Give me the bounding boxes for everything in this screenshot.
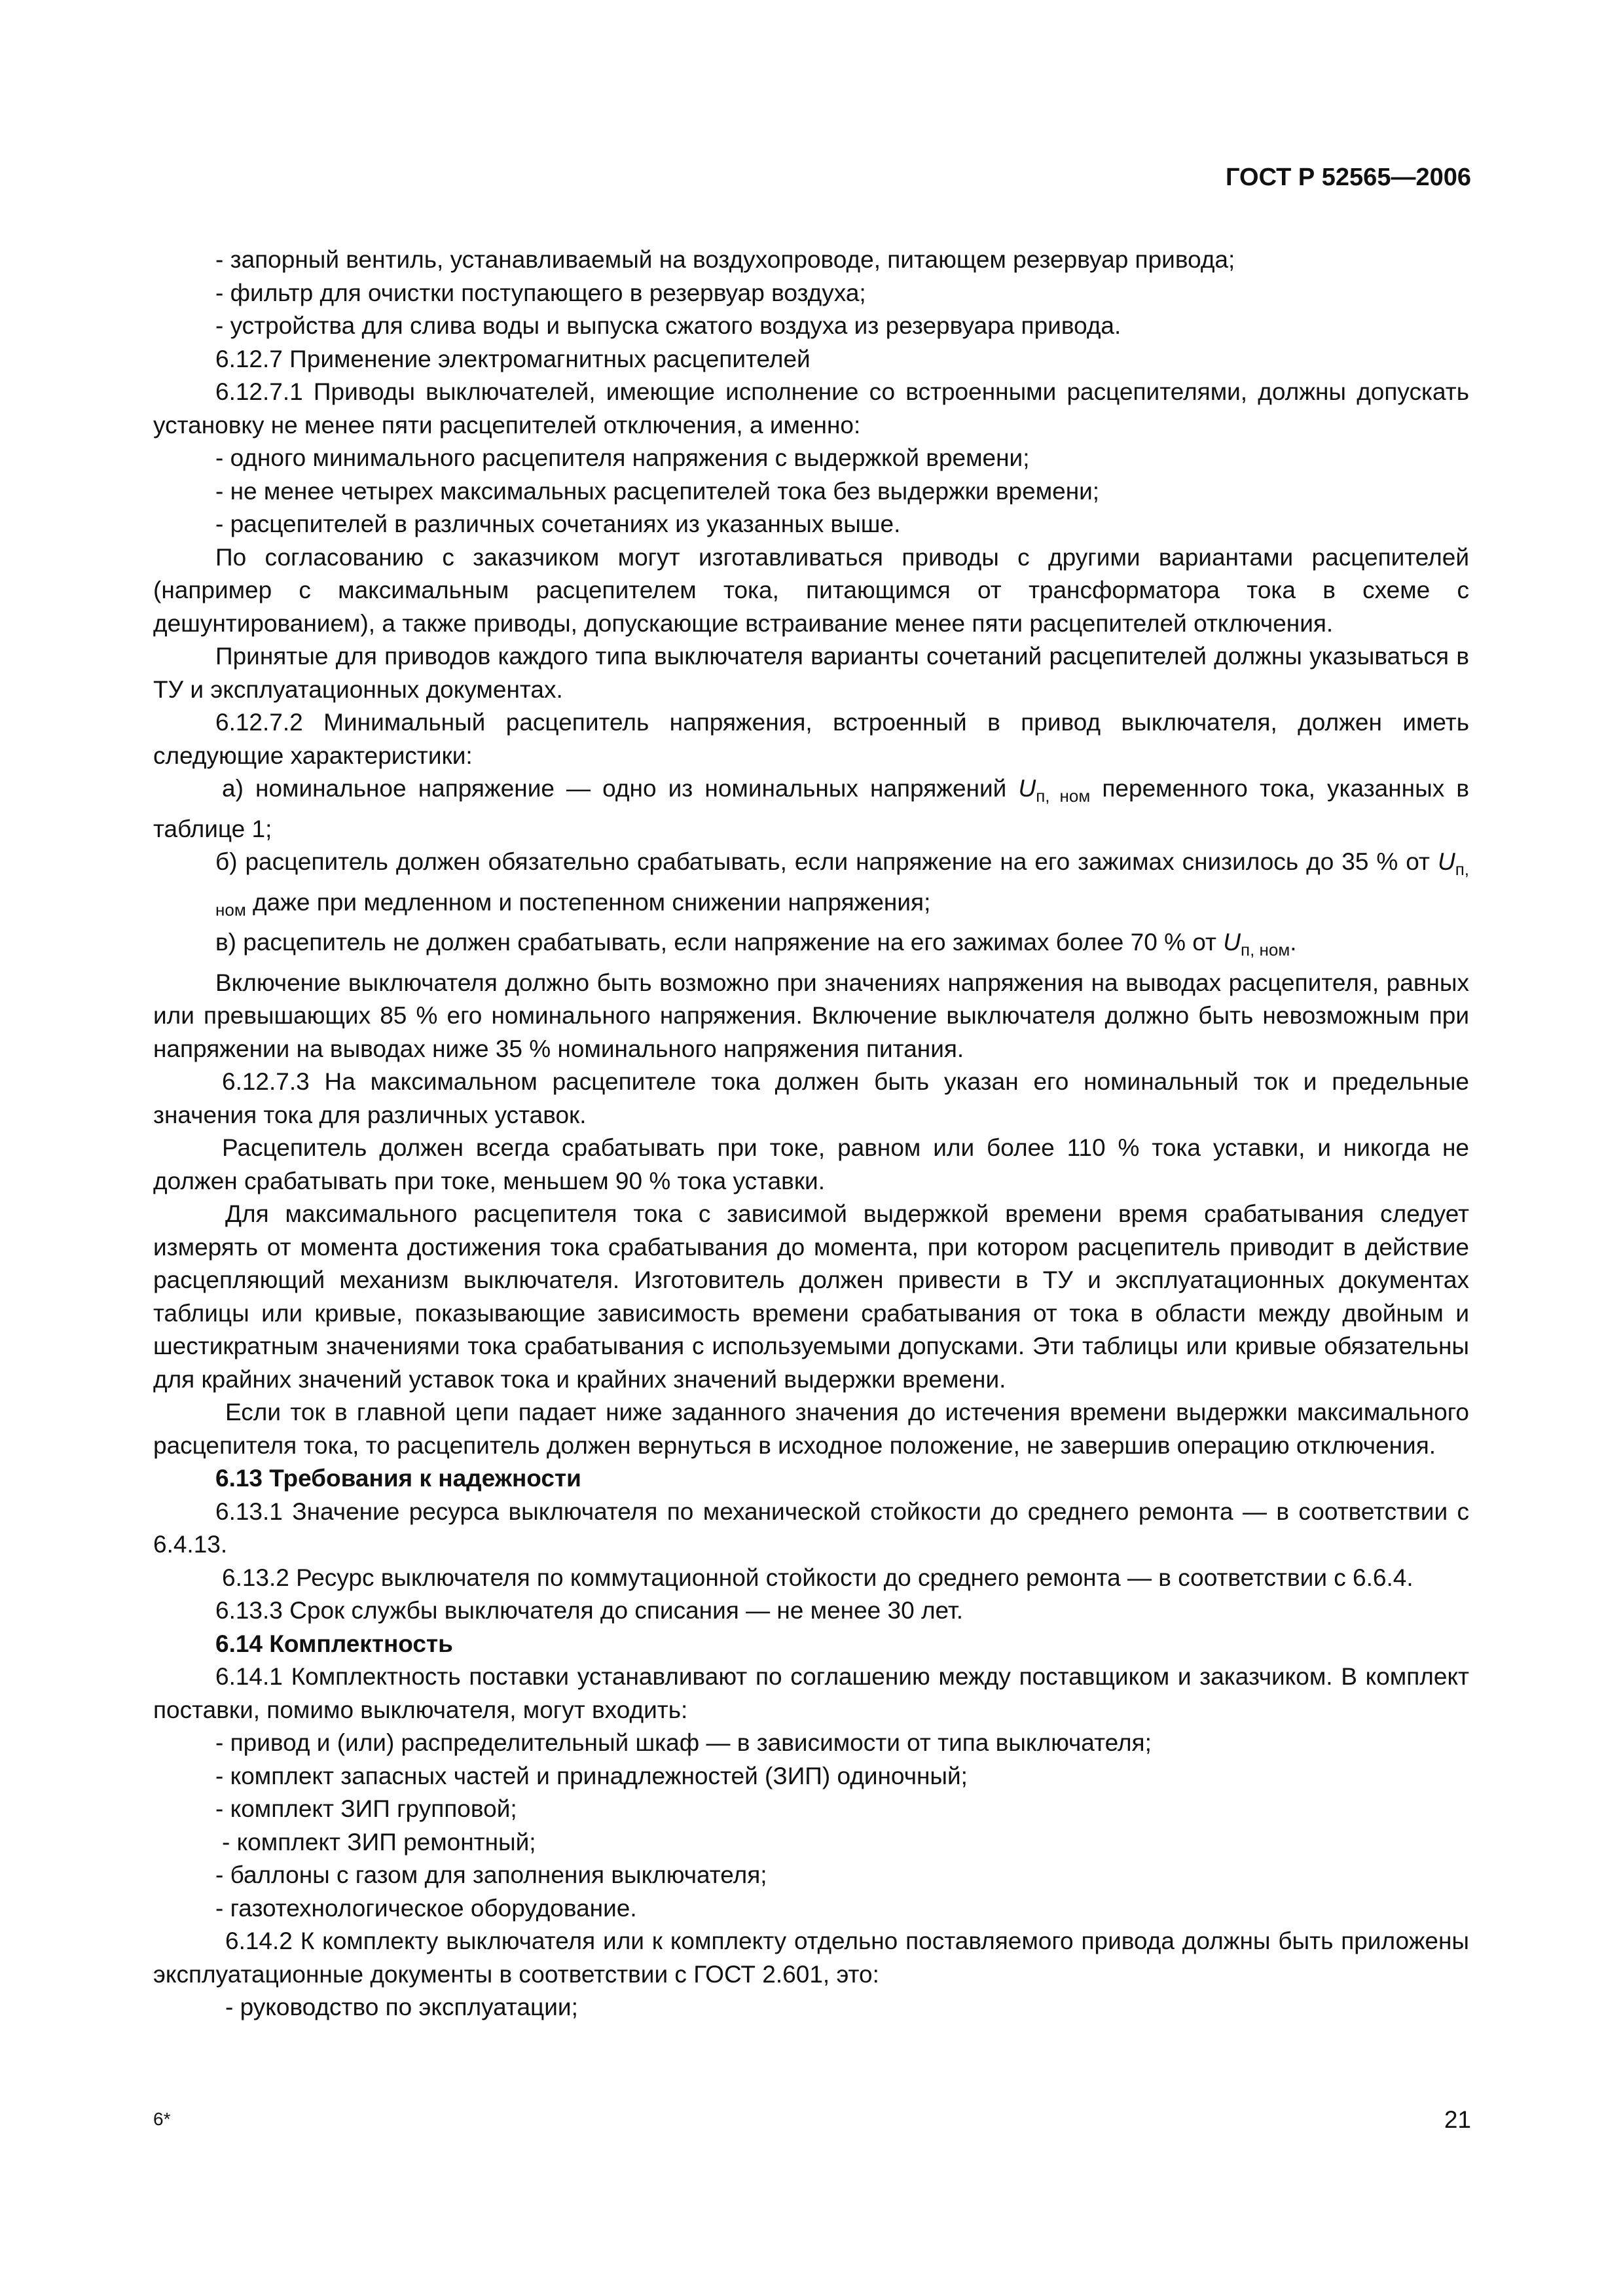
list-item: - не менее четырех максимальных расцепителей тока без выдержки времени; [215, 477, 1100, 505]
paragraph: 6.12.7.1 Приводы выключателей, имеющие исполнение со встроенными расцепителями, должны допускать установку не менее пяти расцепителей отключения, а именно: [153, 378, 1469, 439]
item-b-text: б) расцепитель должен обязательно срабатывать, если напряжение на его зажимах снизилось до 35 % от [215, 848, 1438, 875]
item-a-text: а) номинальное напряжение — одно из номинальных напряжений [222, 775, 1019, 802]
sheet-mark: 6* [153, 2109, 171, 2129]
paragraph: 6.14.1 Комплектность поставки устанавливают по соглашению между поставщиком и заказчиком. В комплект поставки, помимо выключателя, могут входить: [153, 1663, 1469, 1723]
variable-subscript: п, ном [1241, 940, 1290, 960]
list-item: - фильтр для очистки поступающего в резервуар воздуха; [215, 279, 866, 306]
list-item: - комплект ЗИП ремонтный; [222, 1828, 536, 1856]
paragraph: Для максимального расцепителя тока с зависимой выдержкой времени время срабатывания следует измерять от момента достижения тока срабатывания до момента, при котором расцепитель приводит в действие расцепляющий механизм выключателя. Изготовитель должен привести в ТУ и эксплуатационных документах таблицы или кривые, показывающие зависимость времени срабатывания от тока в области между двойным и шестикратным значениями тока срабатывания с используемыми допусками. Эти таблицы или кривые обязательны для крайних значений уставок тока и крайних значений выдержки времени. [153, 1200, 1469, 1393]
list-item: - комплект запасных частей и принадлежностей (ЗИП) одиночный; [215, 1762, 968, 1789]
list-item: - запорный вентиль, устанавливаемый на воздухопроводе, питающем резервуар привода; [215, 246, 1235, 273]
paragraph: 6.12.7.3 На максимальном расцепителе тока должен быть указан его номинальный ток и предельные значения тока для различных уставок. [153, 1068, 1469, 1128]
variable-u: U [1018, 775, 1036, 802]
item-c-text: в) расцепитель не должен срабатывать, если напряжение на его зажимах более 70 % от [215, 929, 1224, 956]
paragraph: По согласованию с заказчиком могут изготавливаться приводы с другими вариантами расцепителей (например с максимальным расцепителем тока, питающимся от трансформатора тока в схеме с дешунтированием), а также приводы, допускающие встраивание менее пяти расцепителей отключения. [153, 543, 1469, 637]
item-b-text-end: даже при медленном и постепенном снижении напряжения; [246, 888, 931, 916]
subsection-heading: 6.12.7 Применение электромагнитных расцепителей [215, 345, 811, 372]
item-c-text-end: . [1290, 929, 1297, 956]
document-body [153, 243, 1469, 2024]
paragraph: 6.13.3 Срок службы выключателя до списания — не менее 30 лет. [215, 1597, 964, 1624]
paragraph: Расцепитель должен всегда срабатывать при токе, равном или более 110 % тока уставки, и никогда не должен срабатывать при токе, меньшем 90 % тока уставки. [153, 1134, 1469, 1194]
document-code-header: ГОСТ Р 52565—2006 [1226, 164, 1471, 191]
paragraph: 6.12.7.2 Минимальный расцепитель напряжения, встроенный в привод выключателя, должен иметь следующие характеристики: [153, 709, 1469, 769]
paragraph: 6.13.1 Значение ресурса выключателя по механической стойкости до среднего ремонта — в соответствии с 6.4.13. [153, 1498, 1469, 1558]
section-heading: 6.14 Комплектность [215, 1630, 453, 1657]
list-item: - привод и (или) распределительный шкаф — в зависимости от типа выключателя; [215, 1729, 1152, 1756]
list-item-a [153, 772, 1469, 846]
list-item-c [153, 926, 1469, 967]
paragraph: 6.14.2 К комплекту выключателя или к комплекту отдельно поставляемого привода должны быть приложены эксплуатационные документы в соответствии с ГОСТ 2.601, это: [153, 1928, 1469, 1988]
section-heading: 6.13 Требования к надежности [215, 1465, 581, 1492]
variable-subscript: п, ном [215, 859, 1469, 920]
list-item: - баллоны с газом для заполнения выключателя; [215, 1861, 767, 1888]
item-a-text-end: переменного тока, указанных в таблице 1; [153, 775, 1469, 842]
list-item: - расцепителей в различных сочетаниях из указанных выше. [215, 511, 901, 537]
list-item: - одного минимального расцепителя напряжения с выдержкой времени; [215, 444, 1030, 471]
list-item: - руководство по эксплуатации; [225, 1994, 578, 2020]
list-item: - газотехнологическое оборудование. [215, 1894, 637, 1922]
variable-subscript: п, ном [1036, 786, 1091, 806]
list-item: - устройства для слива воды и выпуска сжатого воздуха из резервуара привода. [215, 312, 1122, 339]
paragraph: 6.13.2 Ресурс выключателя по коммутационной стойкости до среднего ремонта — в соответствии с 6.6.4. [222, 1564, 1413, 1591]
paragraph: Принятые для приводов каждого типа выключателя варианты сочетаний расцепителей должны указываться в ТУ и эксплуатационных документах. [153, 643, 1469, 703]
variable-u: U [1223, 929, 1241, 956]
list-item: - комплект ЗИП групповой; [215, 1795, 517, 1822]
paragraph: Включение выключателя должно быть возможно при значениях напряжения на выводах расцепителя, равных или превышающих 85 % его номинального напряжения. Включение выключателя должно быть невозможным при напряжении на выводах ниже 35 % номинального напряжения питания. [153, 969, 1469, 1062]
variable-u: U [1437, 848, 1455, 875]
list-item-b [153, 846, 1469, 926]
paragraph: Если ток в главной цепи падает ниже заданного значения до истечения времени выдержки максимального расцепителя тока, то расцепитель должен вернуться в исходное положение, не завершив операцию отключения. [153, 1399, 1469, 1459]
page-number: 21 [1444, 2106, 1471, 2133]
